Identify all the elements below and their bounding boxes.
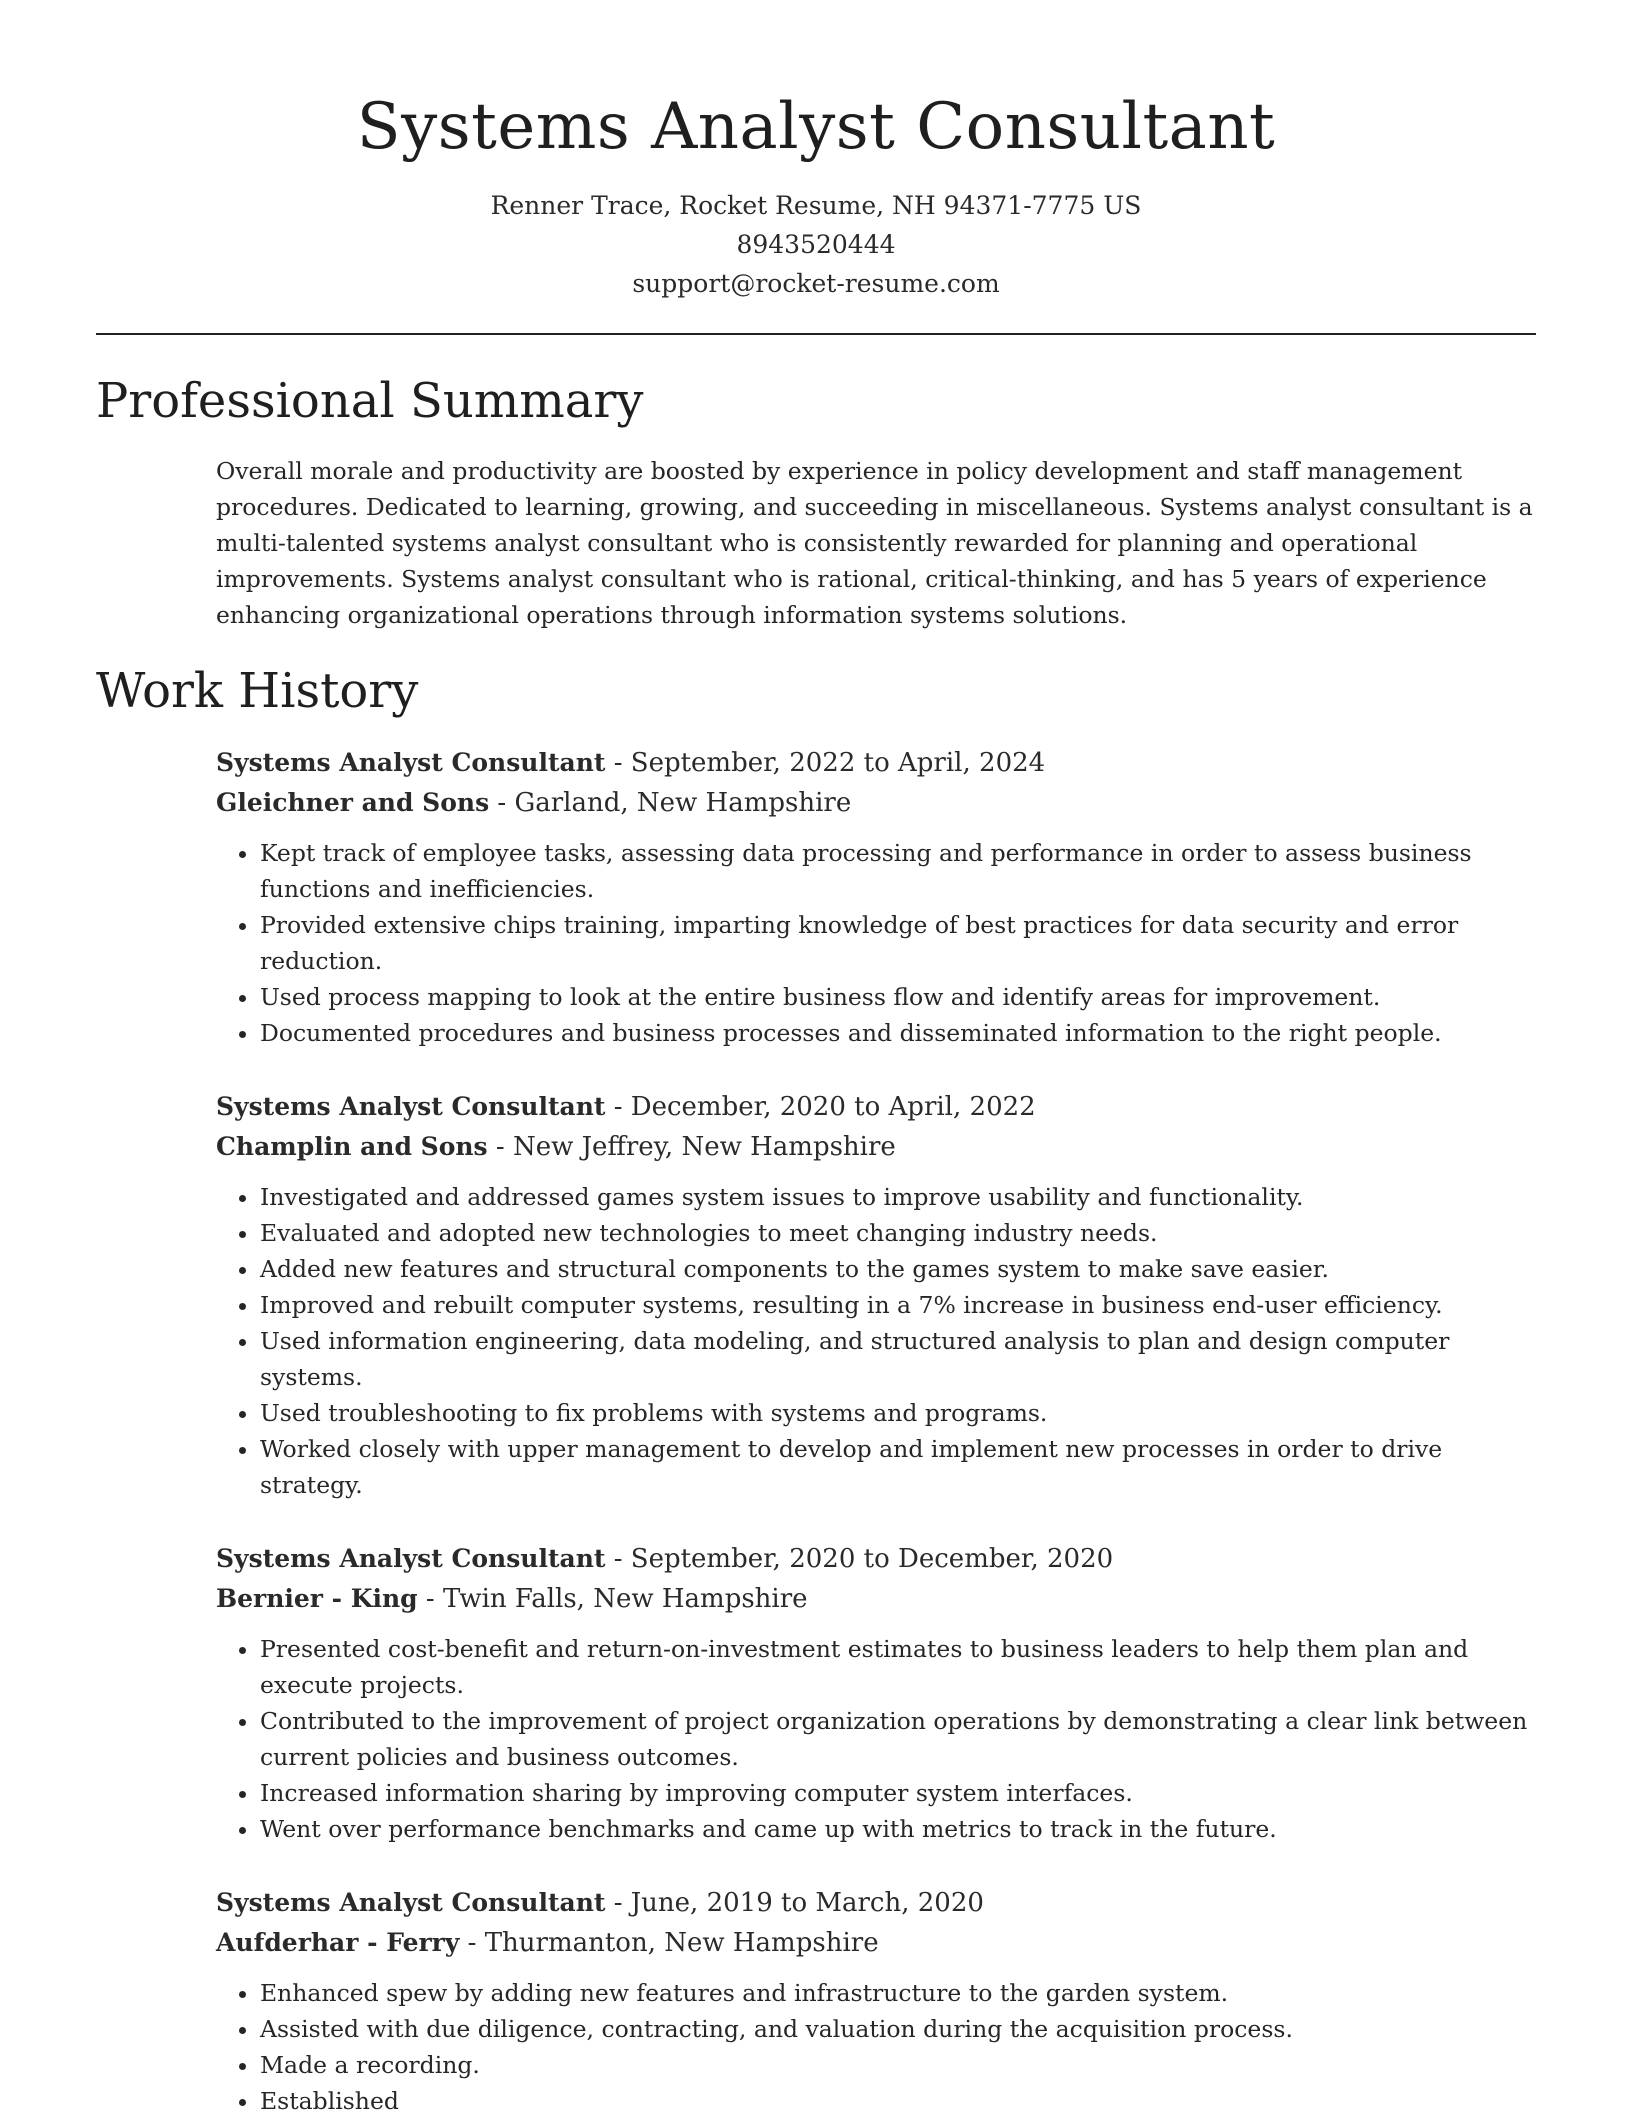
job-bullet: • Investigated and addressed games system issues to improve usability and functionality.	[260, 1179, 1536, 1215]
summary-text: Overall morale and productivity are boosted by experience in policy development and staff management procedures. Dedicated to learning, growing, and succeeding in miscellaneous. Systems analyst consultant is a multi-talented systems analyst consultant who is consistently rewarded for planning and operational improvements. Systems analyst consultant who is rational, critical-thinking, and has 5 years of experience enhancing organizational operations through information systems solutions.	[216, 457, 1533, 629]
job-title-line	[216, 1883, 1536, 1923]
job-location: - Thurmanton, New Hampshire	[459, 1928, 879, 1958]
contact-email: support@rocket-resume.com	[632, 269, 1000, 298]
job-bullet: • Used information engineering, data modeling, and structured analysis to plan and design computer systems.	[260, 1323, 1536, 1395]
contact-address: Renner Trace, Rocket Resume, NH 94371-7775 US	[490, 191, 1142, 220]
resume-header	[96, 0, 1536, 303]
job-entry	[216, 1087, 1536, 1503]
job-company-line	[216, 1579, 1536, 1619]
job-bullet: • Contributed to the improvement of project organization operations by demonstrating a clear link between current policies and business outcomes.	[260, 1703, 1536, 1775]
job-title: Systems Analyst Consultant	[216, 1092, 606, 1121]
job-bullet: • Presented cost-benefit and return-on-investment estimates to business leaders to help them plan and execute projects.	[260, 1631, 1536, 1703]
section-title-summary: Professional Summary	[96, 373, 644, 429]
job-location: - New Jeffrey, New Hampshire	[487, 1132, 896, 1162]
job-title-line	[216, 1539, 1536, 1579]
job-entry	[216, 1883, 1536, 2119]
job-bullet: • Enhanced spew by adding new features and infrastructure to the garden system.	[260, 1975, 1536, 2011]
job-title-line	[216, 1087, 1536, 1127]
job-dates: - September, 2022 to April, 2024	[605, 748, 1046, 778]
job-bullet: • Assisted with due diligence, contracting, and valuation during the acquisition process.	[260, 2011, 1536, 2047]
job-company-line	[216, 1127, 1536, 1167]
job-company: Bernier - King	[216, 1584, 418, 1613]
job-location: - Twin Falls, New Hampshire	[417, 1584, 808, 1614]
header-divider	[96, 333, 1536, 335]
job-entry	[216, 743, 1536, 1051]
job-bullet: • Made a recording.	[260, 2047, 1536, 2083]
job-company: Aufderhar - Ferry	[216, 1928, 460, 1957]
job-dates: - December, 2020 to April, 2022	[605, 1092, 1036, 1122]
contact-phone: 8943520444	[736, 230, 896, 259]
job-title: Systems Analyst Consultant	[216, 1544, 606, 1573]
job-bullet-list	[216, 1975, 1536, 2119]
job-bullet: • Documented procedures and business processes and disseminated information to the right people.	[260, 1015, 1536, 1051]
job-company-line	[216, 783, 1536, 823]
job-bullet-list	[216, 1631, 1536, 1847]
job-company: Champlin and Sons	[216, 1132, 488, 1161]
job-bullet-list	[216, 1179, 1536, 1503]
job-bullet: • Established	[260, 2083, 1536, 2119]
candidate-name: Systems Analyst Consultant	[356, 90, 1276, 164]
job-bullet: • Used process mapping to look at the entire business flow and identify areas for improvement.	[260, 979, 1536, 1015]
job-bullet: • Kept track of employee tasks, assessing data processing and performance in order to assess business functions and inefficiencies.	[260, 835, 1536, 907]
job-bullet: • Provided extensive chips training, imparting knowledge of best practices for data security and error reduction.	[260, 907, 1536, 979]
job-company-line	[216, 1923, 1536, 1963]
job-bullet: • Evaluated and adopted new technologies to meet changing industry needs.	[260, 1215, 1536, 1251]
job-bullet: • Used troubleshooting to fix problems with systems and programs.	[260, 1395, 1536, 1431]
job-title: Systems Analyst Consultant	[216, 748, 606, 777]
job-bullet: • Improved and rebuilt computer systems, resulting in a 7% increase in business end-user efficiency.	[260, 1287, 1536, 1323]
job-bullet: • Went over performance benchmarks and came up with metrics to track in the future.	[260, 1811, 1536, 1847]
job-title: Systems Analyst Consultant	[216, 1888, 606, 1917]
job-company: Gleichner and Sons	[216, 788, 490, 817]
job-entry	[216, 1539, 1536, 1847]
job-bullet: • Worked closely with upper management to develop and implement new processes in order to drive strategy.	[260, 1431, 1536, 1503]
job-bullet: • Increased information sharing by improving computer system interfaces.	[260, 1775, 1536, 1811]
job-location: - Garland, New Hampshire	[489, 788, 852, 818]
job-bullet: • Added new features and structural components to the games system to make save easier.	[260, 1251, 1536, 1287]
job-title-line	[216, 743, 1536, 783]
job-bullet-list	[216, 835, 1536, 1051]
job-dates: - June, 2019 to March, 2020	[605, 1888, 984, 1918]
section-title-work-history: Work History	[96, 663, 419, 719]
job-dates: - September, 2020 to December, 2020	[605, 1544, 1114, 1574]
